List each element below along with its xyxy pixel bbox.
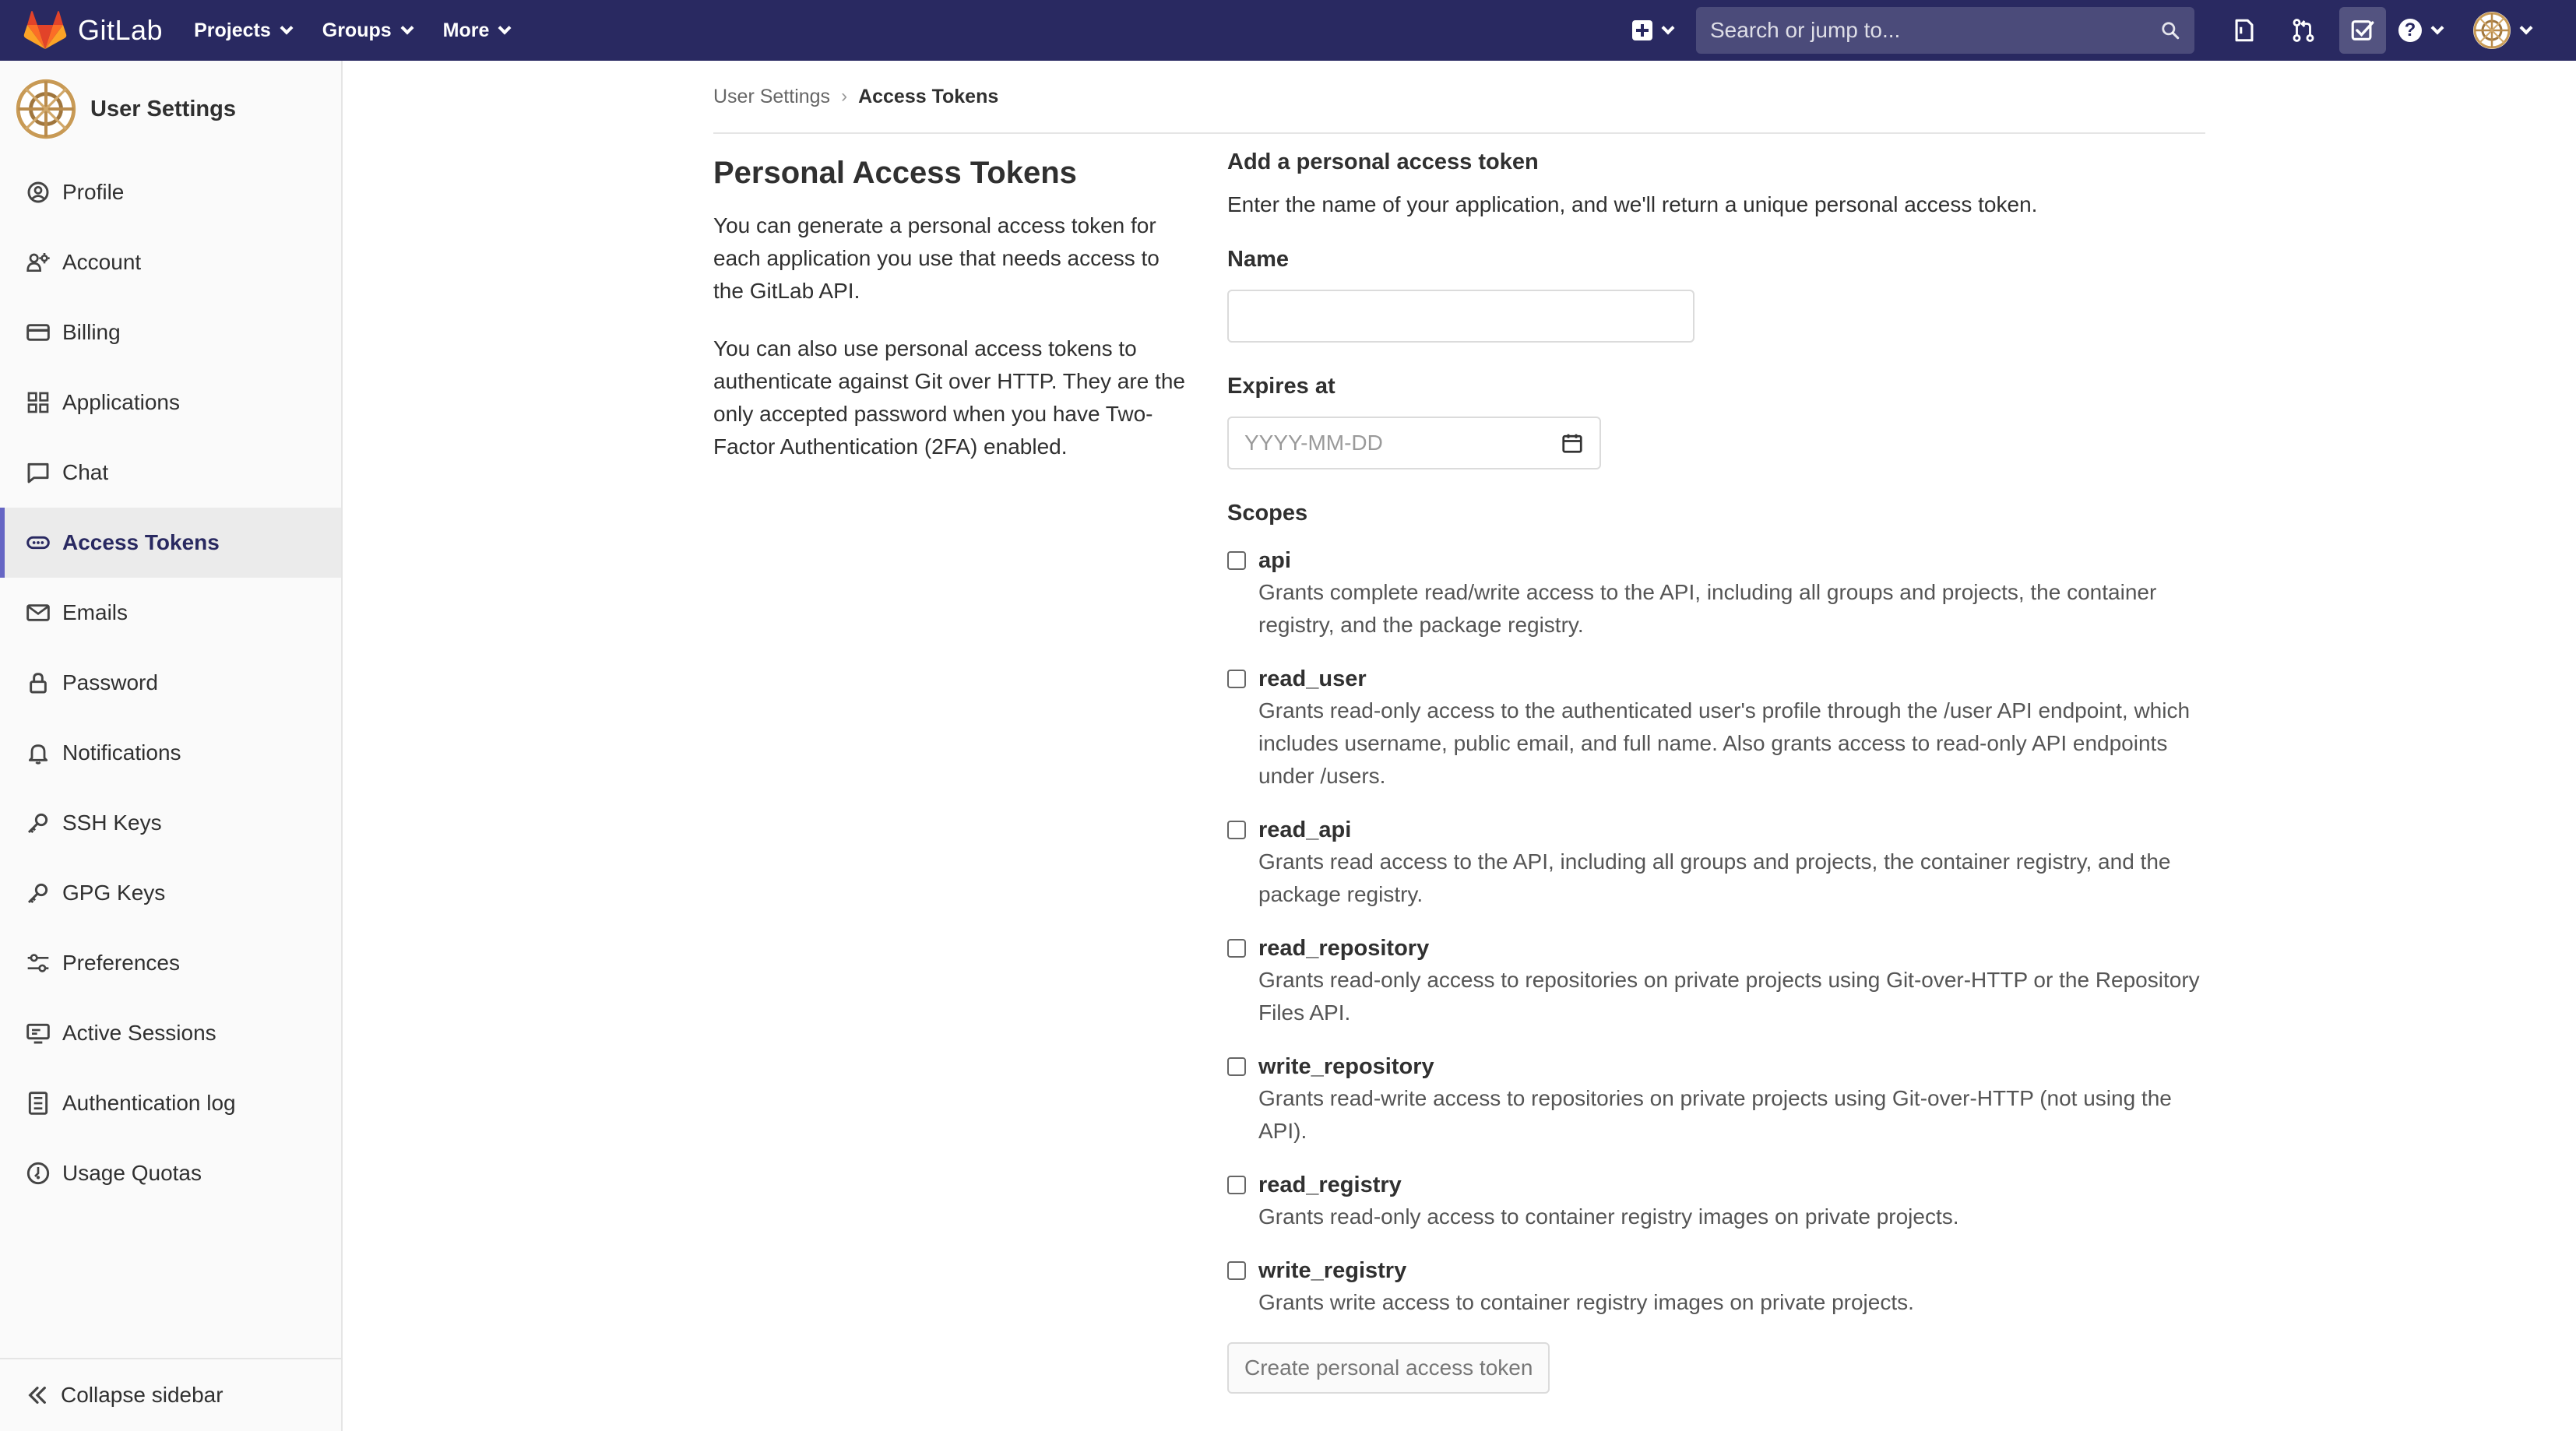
double-chevron-left-icon bbox=[25, 1383, 50, 1408]
sidebar-item-profile[interactable] bbox=[0, 157, 341, 227]
chevron-down-icon bbox=[2520, 22, 2533, 35]
chevron-right-icon: › bbox=[841, 86, 848, 107]
todos-button[interactable] bbox=[2339, 7, 2386, 54]
search-input[interactable] bbox=[1696, 7, 2194, 54]
monitor-icon bbox=[26, 1021, 51, 1046]
key-icon bbox=[26, 881, 51, 905]
brand-name: GitLab bbox=[78, 14, 164, 46]
page-title: Personal Access Tokens bbox=[713, 156, 1077, 190]
avatar-pattern-icon bbox=[16, 79, 76, 139]
lock-icon bbox=[26, 670, 51, 695]
scope-checkbox-read-repository[interactable] bbox=[1227, 939, 1246, 958]
form-heading: Add a personal access token bbox=[1227, 149, 1539, 174]
scope-description: Grants read access to the API, including all groups and projects, the container registry, and the package registry. bbox=[1258, 849, 2171, 906]
scopes-label: Scopes bbox=[1227, 501, 1308, 526]
breadcrumb-parent[interactable]: User Settings bbox=[713, 85, 831, 107]
gitlab-logo-icon bbox=[23, 10, 67, 51]
sidebar-item-label: Billing bbox=[62, 320, 121, 344]
intro-paragraph: You can generate a personal access token for each application you use that needs access to the GitLab API. bbox=[713, 213, 1160, 303]
nav-projects-label: Projects bbox=[194, 19, 271, 41]
avatar bbox=[16, 79, 76, 139]
sidebar-item-password[interactable] bbox=[0, 648, 341, 718]
chevron-down-icon bbox=[498, 22, 512, 35]
chevron-down-icon bbox=[2431, 22, 2444, 35]
token-icon bbox=[26, 530, 51, 555]
log-icon bbox=[26, 1091, 51, 1116]
avatar-pattern-icon bbox=[2473, 12, 2511, 49]
search-placeholder: Search or jump to... bbox=[1710, 18, 1901, 42]
bell-icon bbox=[26, 740, 51, 765]
collapse-sidebar-button[interactable] bbox=[0, 1358, 341, 1431]
scope-name[interactable]: read_repository bbox=[1258, 936, 1430, 961]
top-navbar bbox=[0, 0, 2576, 61]
scope-name[interactable]: write_registry bbox=[1258, 1258, 1407, 1283]
expires-placeholder: YYYY-MM-DD bbox=[1244, 431, 1383, 455]
token-name-input[interactable] bbox=[1227, 290, 1694, 343]
sidebar-item-label: SSH Keys bbox=[62, 810, 162, 835]
issues-icon bbox=[2231, 17, 2258, 44]
profile-icon bbox=[26, 180, 51, 205]
scope-checkbox-read-user[interactable] bbox=[1227, 670, 1246, 688]
help-dropdown[interactable] bbox=[2398, 0, 2442, 61]
sidebar-item-label: Password bbox=[62, 670, 158, 694]
name-label: Name bbox=[1227, 247, 1289, 272]
nav-more[interactable] bbox=[443, 0, 510, 61]
sidebar-item-label: Profile bbox=[62, 180, 125, 204]
sidebar-item-usage-quotas[interactable] bbox=[0, 1138, 341, 1208]
sidebar-item-label: Access Tokens bbox=[62, 530, 220, 554]
sidebar-nav bbox=[0, 157, 341, 1208]
sidebar-item-label: Notifications bbox=[62, 740, 181, 765]
scope-option bbox=[1227, 663, 2205, 793]
chat-icon bbox=[26, 460, 51, 485]
scope-description: Grants read-only access to the authenticated user's profile through the /user API endpoint, which includes username, public email, and full name. Also grants access to read-only API endpoints under /users. bbox=[1258, 698, 2191, 788]
sidebar-item-label: Chat bbox=[62, 460, 109, 484]
todo-check-icon bbox=[2349, 17, 2376, 44]
intro-paragraph: You can also use personal access tokens to authenticate against Git over HTTP. They are the only accepted password when you have Two-Factor Authentication (2FA) enabled. bbox=[713, 336, 1185, 459]
preferences-icon bbox=[26, 951, 51, 976]
user-menu[interactable] bbox=[2473, 0, 2531, 61]
scope-option bbox=[1227, 545, 2205, 642]
search-icon bbox=[2160, 20, 2180, 40]
sidebar-item-access-tokens[interactable] bbox=[0, 508, 341, 578]
breadcrumb-current[interactable]: Access Tokens bbox=[858, 85, 999, 107]
sidebar-item-ssh-keys[interactable] bbox=[0, 788, 341, 858]
scope-option bbox=[1227, 1169, 2205, 1233]
scope-option bbox=[1227, 1051, 2205, 1148]
scope-name[interactable]: read_api bbox=[1258, 817, 1352, 842]
sidebar-item-applications[interactable] bbox=[0, 367, 341, 438]
collapse-sidebar-label: Collapse sidebar bbox=[61, 1383, 223, 1407]
chevron-down-icon bbox=[400, 22, 413, 35]
sidebar-item-label: Preferences bbox=[62, 951, 180, 975]
scopes-list bbox=[1227, 545, 2205, 1319]
breadcrumb bbox=[713, 61, 2205, 134]
sidebar-item-authentication-log[interactable] bbox=[0, 1068, 341, 1138]
sidebar-item-gpg-keys[interactable] bbox=[0, 858, 341, 928]
scope-checkbox-api[interactable] bbox=[1227, 551, 1246, 570]
scope-description: Grants read-only access to container registry images on private projects. bbox=[1258, 1204, 1959, 1229]
nav-projects[interactable] bbox=[194, 0, 291, 61]
avatar bbox=[2473, 12, 2511, 49]
expires-label: Expires at bbox=[1227, 374, 1336, 399]
scope-description: Grants write access to container registry images on private projects. bbox=[1258, 1290, 1914, 1314]
sidebar-item-label: Applications bbox=[62, 390, 180, 414]
sidebar-item-label: Account bbox=[62, 250, 142, 274]
sidebar-item-account[interactable] bbox=[0, 227, 341, 297]
nav-groups[interactable] bbox=[322, 0, 412, 61]
plus-square-icon bbox=[1632, 20, 1652, 40]
nav-more-label: More bbox=[442, 19, 490, 41]
sidebar-item-emails[interactable] bbox=[0, 578, 341, 648]
scope-description: Grants read-only access to repositories on private projects using Git-over-HTTP or the Repository Files API. bbox=[1258, 968, 2200, 1025]
settings-sidebar bbox=[0, 61, 343, 1431]
nav-groups-label: Groups bbox=[322, 19, 392, 41]
sidebar-item-label: GPG Keys bbox=[62, 881, 166, 905]
scope-option bbox=[1227, 933, 2205, 1029]
sidebar-header[interactable] bbox=[0, 61, 341, 157]
scope-option bbox=[1227, 1255, 2205, 1319]
scope-checkbox-read-api[interactable] bbox=[1227, 821, 1246, 839]
applications-icon bbox=[26, 390, 51, 415]
scope-name[interactable]: api bbox=[1258, 548, 1291, 573]
chevron-down-icon bbox=[280, 22, 293, 35]
key-icon bbox=[26, 810, 51, 835]
scope-option bbox=[1227, 814, 2205, 911]
scope-name[interactable]: read_user bbox=[1258, 666, 1367, 691]
main-content bbox=[713, 61, 2205, 1394]
sidebar-item-label: Emails bbox=[62, 600, 128, 624]
sidebar-item-label: Authentication log bbox=[62, 1091, 236, 1115]
create-token-button[interactable]: Create personal access token bbox=[1227, 1342, 1550, 1394]
sidebar-item-active-sessions[interactable] bbox=[0, 998, 341, 1068]
intro-section bbox=[713, 134, 1227, 1394]
sidebar-item-preferences[interactable] bbox=[0, 928, 341, 998]
quota-icon bbox=[26, 1161, 51, 1186]
sidebar-item-label: Active Sessions bbox=[62, 1021, 216, 1045]
chevron-down-icon bbox=[1662, 22, 1675, 35]
sidebar-title: User Settings bbox=[90, 96, 236, 121]
scope-checkbox-write-repository[interactable] bbox=[1227, 1057, 1246, 1076]
gitlab-home-link[interactable] bbox=[23, 0, 163, 61]
scope-description: Grants read-write access to repositories on private projects using Git-over-HTTP (not using the API). bbox=[1258, 1086, 2172, 1143]
scope-name[interactable]: read_registry bbox=[1258, 1173, 1402, 1197]
scope-checkbox-write-registry[interactable] bbox=[1227, 1261, 1246, 1280]
scope-description: Grants complete read/write access to the API, including all groups and projects, the container registry, and the package registry. bbox=[1258, 580, 2157, 637]
token-form bbox=[1227, 134, 2205, 1394]
sidebar-item-chat[interactable] bbox=[0, 438, 341, 508]
scope-name[interactable]: write_repository bbox=[1258, 1054, 1434, 1079]
form-subheading: Enter the name of your application, and we'll return a unique personal access token. bbox=[1227, 192, 2038, 216]
sidebar-item-billing[interactable] bbox=[0, 297, 341, 367]
sidebar-item-notifications[interactable] bbox=[0, 718, 341, 788]
issues-button[interactable] bbox=[2221, 7, 2268, 54]
help-icon: ? bbox=[2398, 19, 2422, 42]
sidebar-item-label: Usage Quotas bbox=[62, 1161, 202, 1185]
mail-icon bbox=[26, 600, 51, 625]
account-icon bbox=[26, 250, 51, 275]
calendar-icon bbox=[1561, 431, 1584, 455]
merge-requests-button[interactable] bbox=[2280, 7, 2327, 54]
expires-at-input[interactable] bbox=[1227, 417, 1601, 469]
billing-icon bbox=[26, 320, 51, 345]
new-item-dropdown[interactable] bbox=[1632, 0, 1673, 61]
scope-checkbox-read-registry[interactable] bbox=[1227, 1176, 1246, 1194]
merge-request-icon bbox=[2290, 17, 2317, 44]
